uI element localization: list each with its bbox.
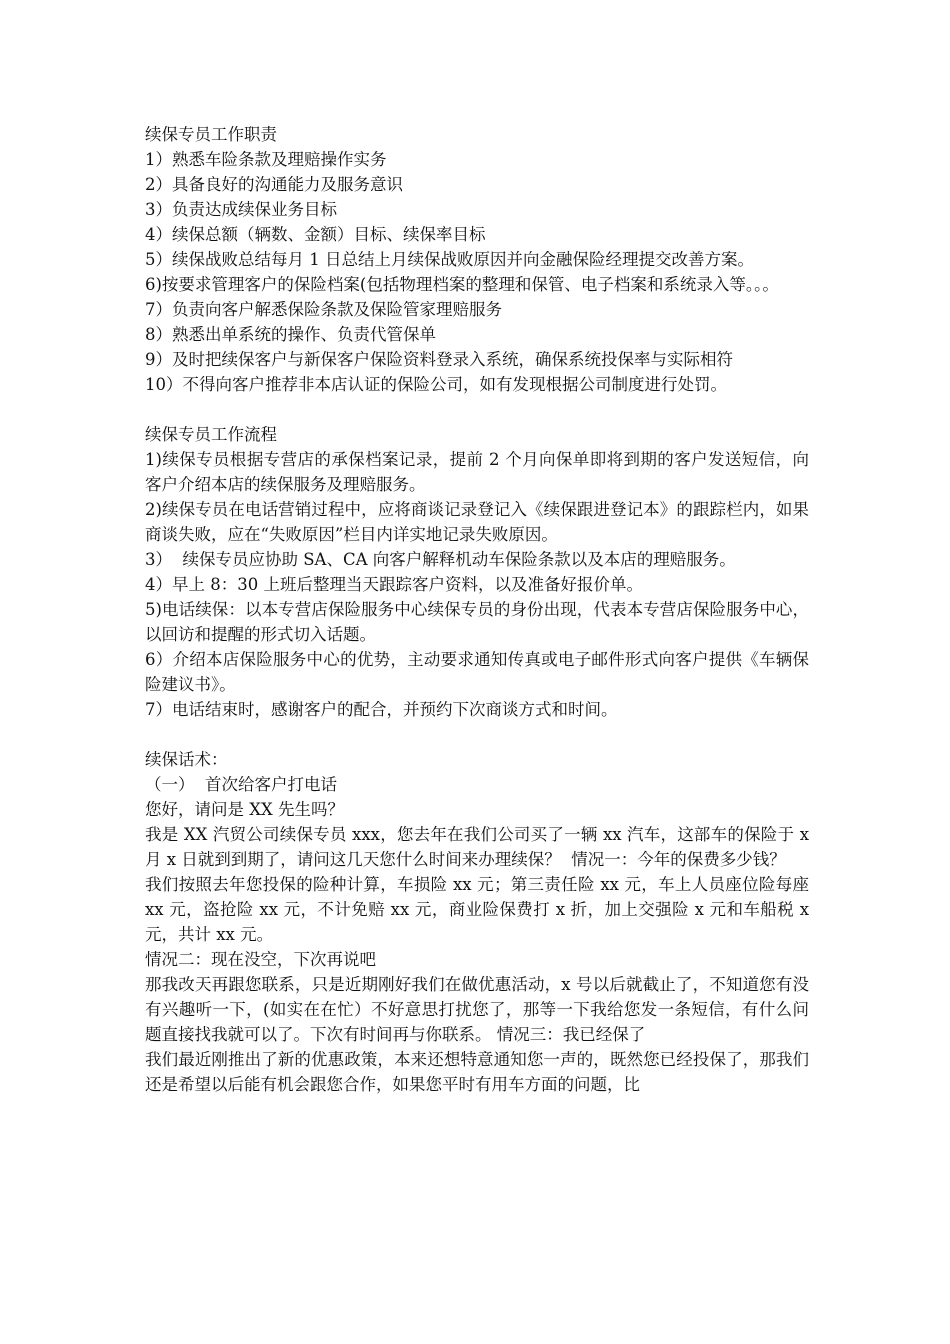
script-item: 我们按照去年您投保的险种计算，车损险 xx 元；第三责任险 xx 元，车上人员座位险每座 xx 元，盗抢险 xx 元，不计免赔 xx 元，商业险保费打 x 折，加上交强险 x 元和车船税 x 元，共计 xx 元。: [145, 875, 815, 944]
workflow-item: 1)续保专员根据专营店的承保档案记录，提前 2 个月向保单即将到期的客户发送短信，向客户介绍本店的续保服务及理赔服务。: [145, 450, 809, 494]
workflow-item: 7）电话结束时，感谢客户的配合，并预约下次商谈方式和时间。: [145, 700, 618, 719]
duty-item: 9）及时把续保客户与新保客户保险资料登录入系统，确保系统投保率与实际相符: [145, 350, 733, 369]
workflow-item: 3） 续保专员应协助 SA、CA 向客户解释机动车保险条款以及本店的理赔服务。: [145, 550, 736, 569]
script-item: 您好，请问是 XX 先生吗？: [145, 800, 344, 819]
document-body: [145, 122, 815, 1097]
workflow-item: 6）介绍本店保险服务中心的优势，主动要求通知传真或电子邮件形式向客户提供《车辆保险建议书》。: [145, 650, 809, 694]
script-item: 那我改天再跟您联系，只是近期刚好我们在做优惠活动，x 号以后就截止了，不知道您有没有兴趣听一下，(如实在在忙）不好意思打扰您了，那等一下我给您发一条短信，有什么问题直接找我就可以了。下次有时间再与你联系。 情况三：我已经保了: [145, 975, 809, 1044]
duty-item: 10）不得向客户推荐非本店认证的保险公司，如有发现根据公司制度进行处罚。: [145, 375, 727, 394]
duty-item: 6)按要求管理客户的保险档案(包括物理档案的整理和保管、电子档案和系统录入等。。。: [145, 275, 779, 294]
script-item: 情况二：现在没空，下次再说吧: [145, 950, 376, 969]
duty-item: 7）负责向客户解悉保险条款及保险管家理赔服务: [145, 300, 502, 319]
duty-item: 1）熟悉车险条款及理赔操作实务: [145, 150, 387, 169]
duty-item: 4）续保总额（辆数、金额）目标、续保率目标: [145, 225, 486, 244]
workflow-item: 5)电话续保：以本专营店保险服务中心续保专员的身份出现，代表本专营店保险服务中心，以回访和提醒的形式切入话题。: [145, 600, 809, 644]
section-title-script: 续保话术：: [145, 750, 228, 769]
section-title-workflow: 续保专员工作流程: [145, 425, 277, 444]
script-item: 我是 XX 汽贸公司续保专员 xxx，您去年在我们公司买了一辆 xx 汽车，这部车的保险于 x 月 x 日就到到期了，请问这几天您什么时间来办理续保？ 情况一：今年的保费多少钱？: [145, 825, 815, 869]
workflow-item: 2)续保专员在电话营销过程中，应将商谈记录登记入《续保跟进登记本》的跟踪栏内，如果商谈失败，应在“失败原因”栏目内详实地记录失败原因。: [145, 500, 809, 544]
duty-item: 2）具备良好的沟通能力及服务意识: [145, 175, 403, 194]
script-item: （一） 首次给客户打电话: [145, 775, 337, 794]
duty-item: 8）熟悉出单系统的操作、负责代管保单: [145, 325, 436, 344]
script-item: 我们最近刚推出了新的优惠政策，本来还想特意通知您一声的，既然您已经投保了，那我们还是希望以后能有机会跟您合作，如果您平时有用车方面的问题，比: [145, 1050, 809, 1094]
workflow-item: 4）早上 8：30 上班后整理当天跟踪客户资料，以及准备好报价单。: [145, 575, 643, 594]
blank-line: [145, 397, 809, 422]
blank-line: [145, 722, 809, 747]
section-title-duties: 续保专员工作职责: [145, 125, 277, 144]
duty-item: 5）续保战败总结每月 1 日总结上月续保战败原因并向金融保险经理提交改善方案。: [145, 250, 754, 269]
duty-item: 3）负责达成续保业务目标: [145, 200, 337, 219]
